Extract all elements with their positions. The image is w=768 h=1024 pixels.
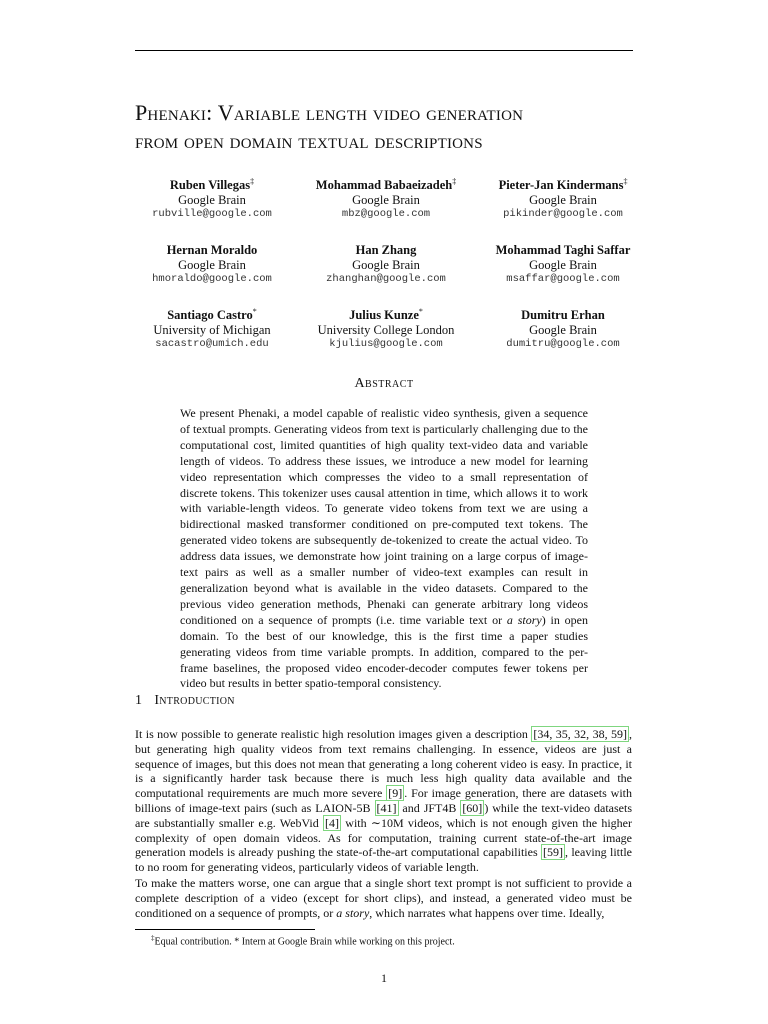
- author-name: Mohammad Taghi Saffar: [495, 243, 631, 258]
- body-text: with ∼10M videos, which is not enough given the higher complexity of open domain videos. As for computation, training current state-of-the-art image generation models is already pushing the state-of-the-art computational capabilities: [135, 815, 633, 860]
- body-text: . For image generation, there are datasets with billions of image-text pairs (such as LAION-5B: [135, 786, 632, 815]
- section-heading: [135, 693, 235, 709]
- body-text: To make the matters worse, one can argue that a single short text prompt is not sufficient to provide a complete description of a video (except for short clips), and instead, a generated video must be conditioned on a sequence of prompts, or: [135, 876, 632, 920]
- author-affiliation: Google Brain: [178, 258, 246, 273]
- author-block: [463, 174, 663, 222]
- author-affiliation: Google Brain: [529, 258, 597, 273]
- author-name: Han Zhang: [355, 243, 417, 258]
- footnote-text: Equal contribution. * Intern at Google Brain while working on this project.: [154, 936, 455, 948]
- author-mark: *: [418, 307, 423, 316]
- author-block: [463, 304, 663, 352]
- author-block: [463, 239, 663, 287]
- author-email: msaffar@google.com: [506, 273, 620, 286]
- author-affiliation: Google Brain: [352, 193, 420, 208]
- footnote-rule: [135, 929, 315, 930]
- author-name: Ruben Villegas: [169, 178, 251, 193]
- author-affiliation: Google Brain: [178, 193, 246, 208]
- footnote-mark: ‡: [151, 934, 155, 942]
- author-mark: ‡: [452, 177, 457, 186]
- section-title: Introduction: [154, 693, 235, 708]
- body-emphasis: a story: [336, 905, 370, 920]
- citation-link[interactable]: [59]: [542, 845, 563, 860]
- top-rule: [135, 50, 633, 51]
- author-block: [112, 304, 312, 352]
- author-name: Pieter-Jan Kindermans: [498, 178, 624, 193]
- citation-link[interactable]: [34, 35, 32, 38, 59]: [533, 727, 627, 741]
- author-affiliation: Google Brain: [529, 193, 597, 208]
- body-text: , which narrates what happens over time. Ideally,: [369, 905, 605, 920]
- body-text: , but generating high quality videos from text remains challenging. In essence, videos are just a sequence of images, but this does not mean that generating a long coherent video is easy. In practice, it is a significantly harder task because there is much less high quality data available and the computational requirements are much more severe: [135, 727, 632, 801]
- author-name: Julius Kunze: [349, 308, 419, 323]
- author-mark: *: [252, 307, 257, 316]
- citation-link[interactable]: [9]: [388, 786, 403, 801]
- intro-paragraph-2: [135, 876, 632, 920]
- author-name: Mohammad Babaeizadeh: [315, 178, 453, 193]
- author-email: kjulius@google.com: [329, 338, 443, 351]
- body-text: and JFT4B: [398, 800, 461, 815]
- author-affiliation: University College London: [317, 323, 455, 338]
- abstract-text: ) in open domain. To the best of our knowledge, this is the first time a paper studies generating videos from time variable prompts. In addition, compared to the per-frame baselines, the proposed video encoder-decoder computes fewer tokens per video but results in better spatio-temporal consistency.: [180, 612, 589, 691]
- body-text: , leaving little to no room for generating videos, particularly videos of variable length.: [135, 845, 632, 875]
- author-block: [286, 304, 486, 352]
- author-mark: ‡: [623, 177, 628, 186]
- body-text: ) while the text-video datasets are substantially smaller e.g. WebVid: [135, 800, 633, 830]
- footnote: [151, 932, 455, 948]
- author-block: [112, 239, 312, 287]
- author-email: pikinder@google.com: [503, 208, 623, 221]
- author-email: dumitru@google.com: [506, 338, 620, 351]
- abstract-text: We present Phenaki, a model capable of realistic video synthesis, given a sequence of textual prompts. Generating videos from text is particularly challenging due to the computational cost, limited quantities of high quality text-video data and variable length of videos. To address these issues, we introduce a new model for learning video representation which compresses the video to a small representation of discrete tokens. This tokenizer uses causal attention in time, which allows it to work with variable-length videos. To generate video tokens from text we are using a bidirectional masked transformer conditioned on pre-computed text tokens. The generated video tokens are subsequently de-tokenized to create the actual video. To address data issues, we demonstrate how joint training on a large corpus of image-text pairs as well as a smaller number of video-text examples can result in generalization beyond what is available in the video datasets. Compared to the previous video generation methods, Phenaki can generate arbitrary long videos conditioned on a sequence of prompts (i.e. time variable text or: [180, 406, 588, 627]
- author-name: Santiago Castro: [167, 308, 253, 323]
- author-block: [286, 174, 486, 222]
- paper-title: [135, 99, 655, 155]
- body-text: It is now possible to generate realistic high resolution images given a description: [135, 727, 532, 741]
- author-block: [112, 174, 312, 222]
- page-number: 1: [381, 971, 387, 985]
- author-email: sacastro@umich.edu: [155, 338, 269, 351]
- citation-link[interactable]: [4]: [325, 815, 340, 830]
- abstract-heading: Abstract: [354, 376, 414, 391]
- author-block: [286, 239, 486, 287]
- author-affiliation: Google Brain: [352, 258, 420, 273]
- intro-paragraph-1: [135, 727, 632, 875]
- author-name: Hernan Moraldo: [166, 243, 258, 258]
- author-email: rubville@google.com: [152, 208, 272, 221]
- abstract-body: [180, 406, 588, 692]
- citation-link[interactable]: [60]: [462, 800, 483, 815]
- section-number: 1: [135, 693, 143, 708]
- author-email: hmoraldo@google.com: [152, 273, 272, 286]
- author-affiliation: Google Brain: [529, 323, 597, 338]
- author-mark: ‡: [250, 177, 255, 186]
- title-line-2: from open domain textual descriptions: [135, 128, 483, 153]
- author-name: Dumitru Erhan: [521, 308, 605, 323]
- author-email: mbz@google.com: [341, 208, 431, 221]
- abstract-emphasis: a story: [506, 612, 542, 627]
- author-affiliation: University of Michigan: [153, 323, 271, 338]
- citation-link[interactable]: [41]: [376, 800, 397, 815]
- title-line-1: Phenaki: Variable length video generation: [135, 100, 524, 125]
- author-email: zhanghan@google.com: [326, 273, 446, 286]
